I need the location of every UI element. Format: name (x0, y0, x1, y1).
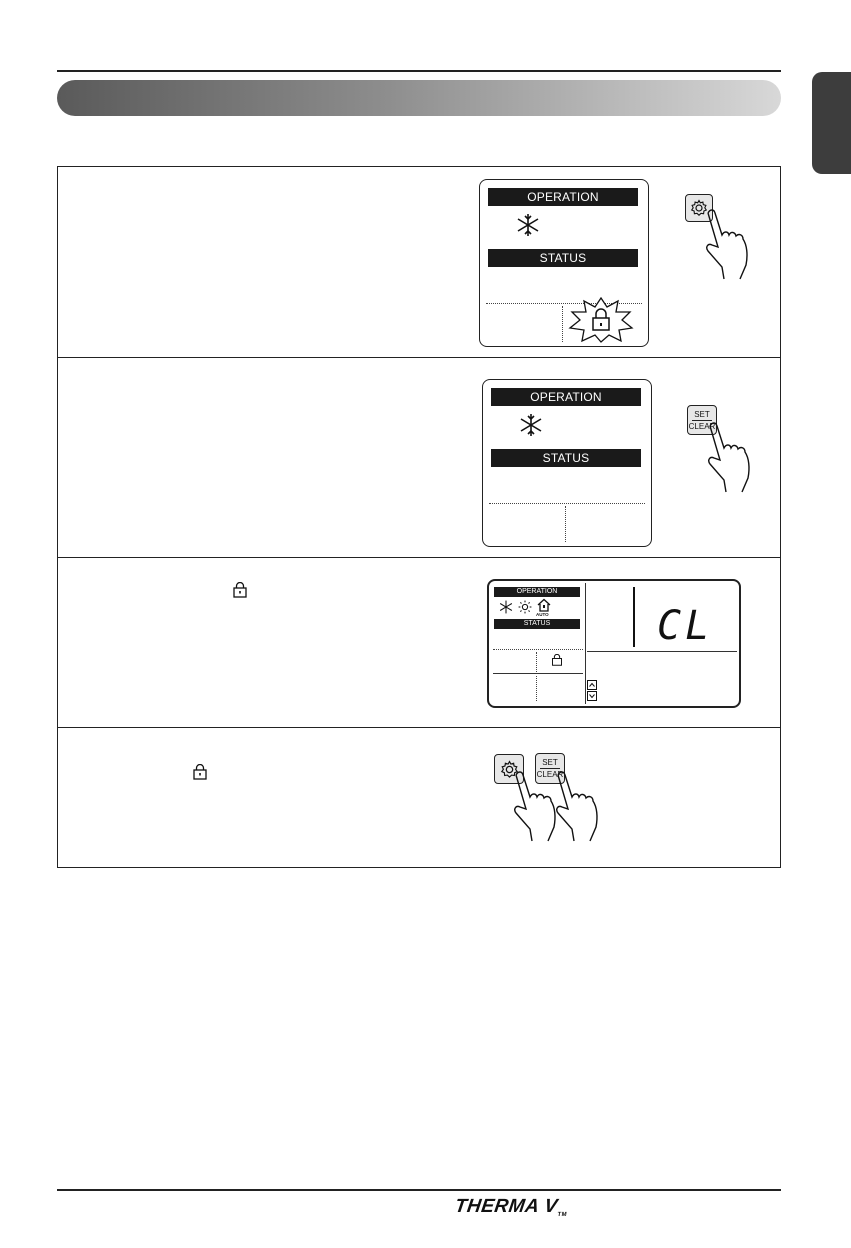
steps-table (57, 166, 781, 868)
cl-display: CL (657, 603, 714, 649)
status-label: STATUS (494, 619, 580, 629)
set-label: SET (694, 409, 710, 419)
auto-label: AUTO (536, 612, 549, 617)
operation-label: OPERATION (494, 587, 580, 597)
section-header-bar (57, 80, 781, 116)
status-label: STATUS (488, 249, 638, 267)
remote-display-panel (482, 379, 652, 547)
hand-pointer-icon (702, 209, 758, 281)
snowflake-icon (519, 413, 543, 437)
divider (489, 503, 645, 504)
snowflake-icon (499, 600, 513, 614)
step-row-1 (58, 167, 780, 358)
lock-icon (566, 297, 636, 343)
divider (692, 420, 712, 421)
step-row-2 (58, 358, 780, 558)
arrow-up-icon (587, 680, 597, 690)
arrow-down-icon (587, 691, 597, 701)
sun-icon (518, 600, 532, 614)
hand-pointer-icon (704, 422, 760, 494)
lock-icon (551, 654, 563, 666)
footer-rule (57, 1189, 781, 1191)
lock-icon (233, 582, 247, 598)
operation-label: OPERATION (488, 188, 638, 206)
remote-display-panel (479, 179, 649, 347)
house-auto-icon (536, 598, 552, 612)
divider (493, 673, 583, 674)
divider (493, 649, 583, 650)
remote-display-panel (487, 579, 741, 708)
divider (565, 506, 566, 542)
language-side-tab (812, 72, 851, 174)
brand-logo (453, 1196, 569, 1218)
operation-label: OPERATION (491, 388, 641, 406)
step-row-4 (58, 728, 780, 868)
status-label: STATUS (491, 449, 641, 467)
divider (562, 306, 563, 342)
hand-pointer-icon (552, 771, 608, 843)
set-label: SET (542, 758, 558, 767)
divider (540, 768, 560, 769)
divider (587, 651, 737, 652)
divider (536, 676, 537, 701)
divider (585, 583, 586, 704)
clear-label: CLEAR (688, 421, 716, 431)
clear-label: CLEAR (536, 770, 564, 779)
divider (536, 652, 537, 672)
divider (633, 587, 635, 647)
logo-text: THERMA V (453, 1196, 560, 1217)
top-rule (57, 70, 781, 72)
lock-icon (193, 764, 207, 780)
step-row-3 (58, 558, 780, 728)
snowflake-icon (516, 213, 540, 237)
trademark: TM (556, 1212, 568, 1218)
